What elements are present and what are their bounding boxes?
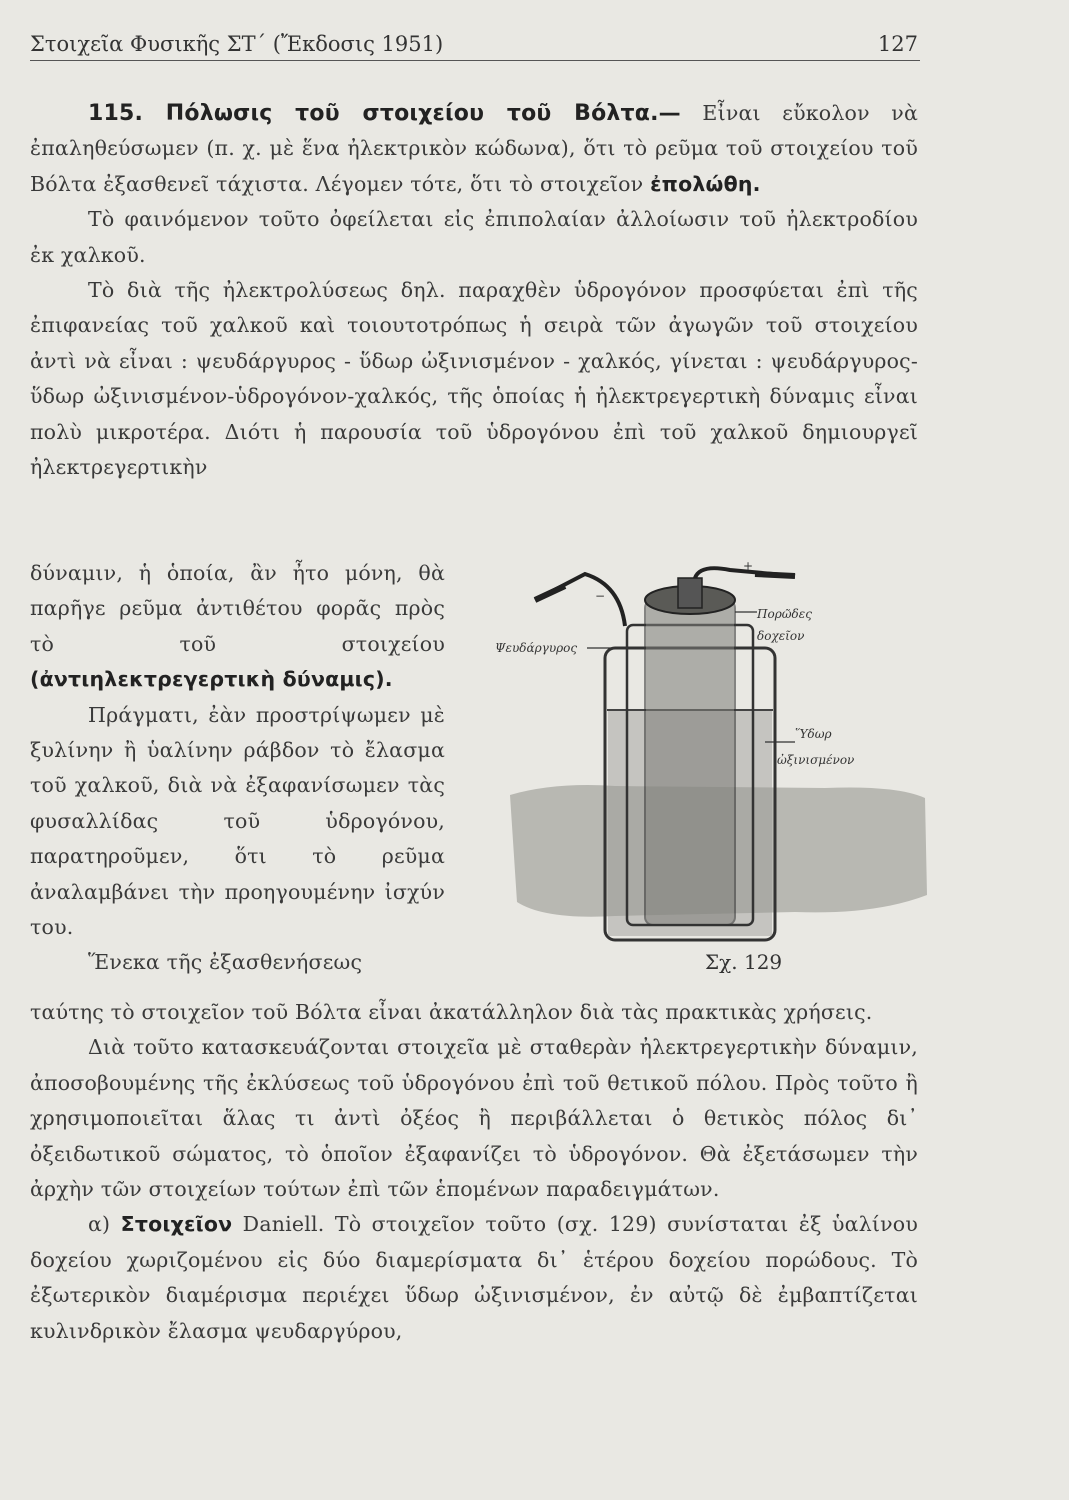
- text-block-beside-figure: [30, 556, 445, 981]
- header-rule: [30, 60, 920, 61]
- paragraph-5-start: Ἕνεκα τῆς ἐξασθενήσεως: [88, 950, 363, 975]
- term-daniell-cell: Στοιχεῖον: [120, 1212, 233, 1237]
- paragraph-2: Τὸ φαινόμενον τοῦτο ὀφείλεται εἰς ἐπιπολαίαν ἀλλοίωσιν τοῦ ἠλεκτροδίου ἐκ χαλκοῦ.: [30, 207, 918, 267]
- running-title: Στοιχεῖα Φυσικῆς ΣΤ΄ (Ἔκδοσις 1951): [30, 32, 444, 56]
- running-header: [30, 32, 918, 60]
- text-block-bottom: [30, 995, 918, 1349]
- page-number: 127: [877, 32, 918, 56]
- paragraph-6: Διὰ τοῦτο κατασκευάζονται στοιχεῖα μὲ σταθερὰν ἠλεκτρεγερτικὴν δύναμιν, ἀποσοβουμένης τῆς ἐκλύσεως τοῦ ὑδρογόνου ἐπὶ τοῦ θετικοῦ πόλου. Πρὸς τοῦτο ἢ χρησιμοποιεῖται ἅλας τι ἀντὶ ὀξέος ἢ περιβάλλεται ὁ θετικὸς πόλος δι᾽ ὀξειδωτικοῦ σώματος, τὸ ὁποῖον ἐξαφανίζει τὸ ὑδρογόνον. Θὰ ἐξετάσωμεν τὴν ἀρχὴν τῶν στοιχείων τούτων ἐπὶ τῶν ἑπομένων παραδειγμάτων.: [30, 1035, 918, 1202]
- label-porous-1: Πορῶδες: [757, 607, 812, 621]
- paragraph-7: [30, 1207, 918, 1349]
- paragraph-7-text: Daniell. Τὸ στοιχεῖον τοῦτο (σχ. 129) συνίσταται ἐξ ὑαλίνου δοχείου χωριζομένου εἰς δύο διαμερίσματα δι᾽ ἑτέρου δοχείου πορώδους. Τὸ ἐξωτερικὸν διαμέρισμα περιέχει ὕδωρ ὠξινισμένον, ἐν αὐτῷ δὲ ἐμβαπτίζεται κυλινδρικὸν ἔλασμα ψευδαργύρου,: [30, 1212, 918, 1343]
- paragraph-7-label: α): [88, 1212, 121, 1237]
- term-counter-emf: (ἀντιηλεκτρεγερτικὴ δύναμις).: [30, 667, 393, 692]
- label-water-2: ὠξινισμένον: [777, 753, 855, 767]
- figure-caption: Σχ. 129: [705, 950, 783, 974]
- wire-end-left: [535, 586, 565, 600]
- sign-minus: −: [595, 589, 606, 603]
- section-heading: 115. Πόλωσις τοῦ στοιχείου τοῦ Βόλτα.—: [88, 101, 681, 126]
- label-zinc: Ψευδάργυρος: [495, 641, 578, 655]
- label-porous-2: δοχεῖον: [757, 629, 805, 643]
- term-polarized: ἐπολώθη.: [650, 171, 761, 196]
- label-water-1: Ὕδωρ: [795, 727, 832, 741]
- paragraph-1-text: Εἶναι εὔκολον νὰ ἐπαληθεύσωμεν (π. χ. μὲ ἕνα ἠλεκτρικὸν κώδωνα), ὅτι τὸ ρεῦμα τοῦ στοιχείου τοῦ Βόλτα ἐξασθενεῖ τάχιστα. Λέγομεν τότε, ὅτι τὸ στοιχεῖον: [30, 101, 919, 196]
- wire-end-right: [755, 574, 795, 576]
- paragraph-3-continued: [30, 556, 445, 698]
- paragraph-4: Πράγματι, ἐὰν προστρίψωμεν μὲ ξυλίνην ἢ ὑαλίνην ράβδον τὸ ἔλασμα τοῦ χαλκοῦ, διὰ νὰ ἐξαφανίσωμεν τὰς φυσαλλίδας τοῦ ὑδρογόνου, παρατηροῦμεν, ὅτι τὸ ρεῦμα ἀναλαμβάνει τὴν προηγουμένην ἰσχύν του.: [30, 702, 445, 940]
- porous-pot: [645, 600, 735, 925]
- text-block-top: [30, 96, 918, 485]
- paragraph-5-rest: ταύτης τὸ στοιχεῖον τοῦ Βόλτα εἶναι ἀκατάλληλον διὰ τὰς πρακτικὰς χρήσεις.: [30, 1000, 873, 1024]
- copper-electrode: [678, 578, 702, 608]
- paragraph-3-cont-text: δύναμιν, ἡ ὁποία, ἂν ἦτο μόνη, θὰ παρῆγε ρεῦμα ἀντιθέτου φορᾶς πρὸς τὸ τοῦ στοιχείου: [30, 561, 445, 656]
- zinc-wire: [535, 574, 625, 626]
- daniell-cell-figure: [495, 560, 935, 960]
- paragraph-3: Τὸ διὰ τῆς ἠλεκτρολύσεως δηλ. παραχθὲν ὑδρογόνον προσφύεται ἐπὶ τῆς ἐπιφανείας τοῦ χαλκοῦ καὶ τοιουτοτρόπως ἡ σειρὰ τῶν ἀγωγῶν τοῦ στοιχείου ἀντὶ νὰ εἶναι : ψευδάργυρος - ὕδωρ ὠξινισμένον - χαλκός, γίνεται : ψευδάργυρος-ὕδωρ ὠξινισμένον-ὑδρογόνον-χαλκός, τῆς ὁποίας ἡ ἠλεκτρεγερτικὴ δύναμις εἶναι πολὺ μικροτέρα. Διότι ἡ παρουσία τοῦ ὑδρογόνου ἐπὶ τοῦ χαλκοῦ δημιουργεῖ ἠλεκτρεγερτικὴν: [30, 278, 918, 480]
- sign-plus: +: [743, 560, 754, 573]
- paragraph-1: [30, 96, 918, 202]
